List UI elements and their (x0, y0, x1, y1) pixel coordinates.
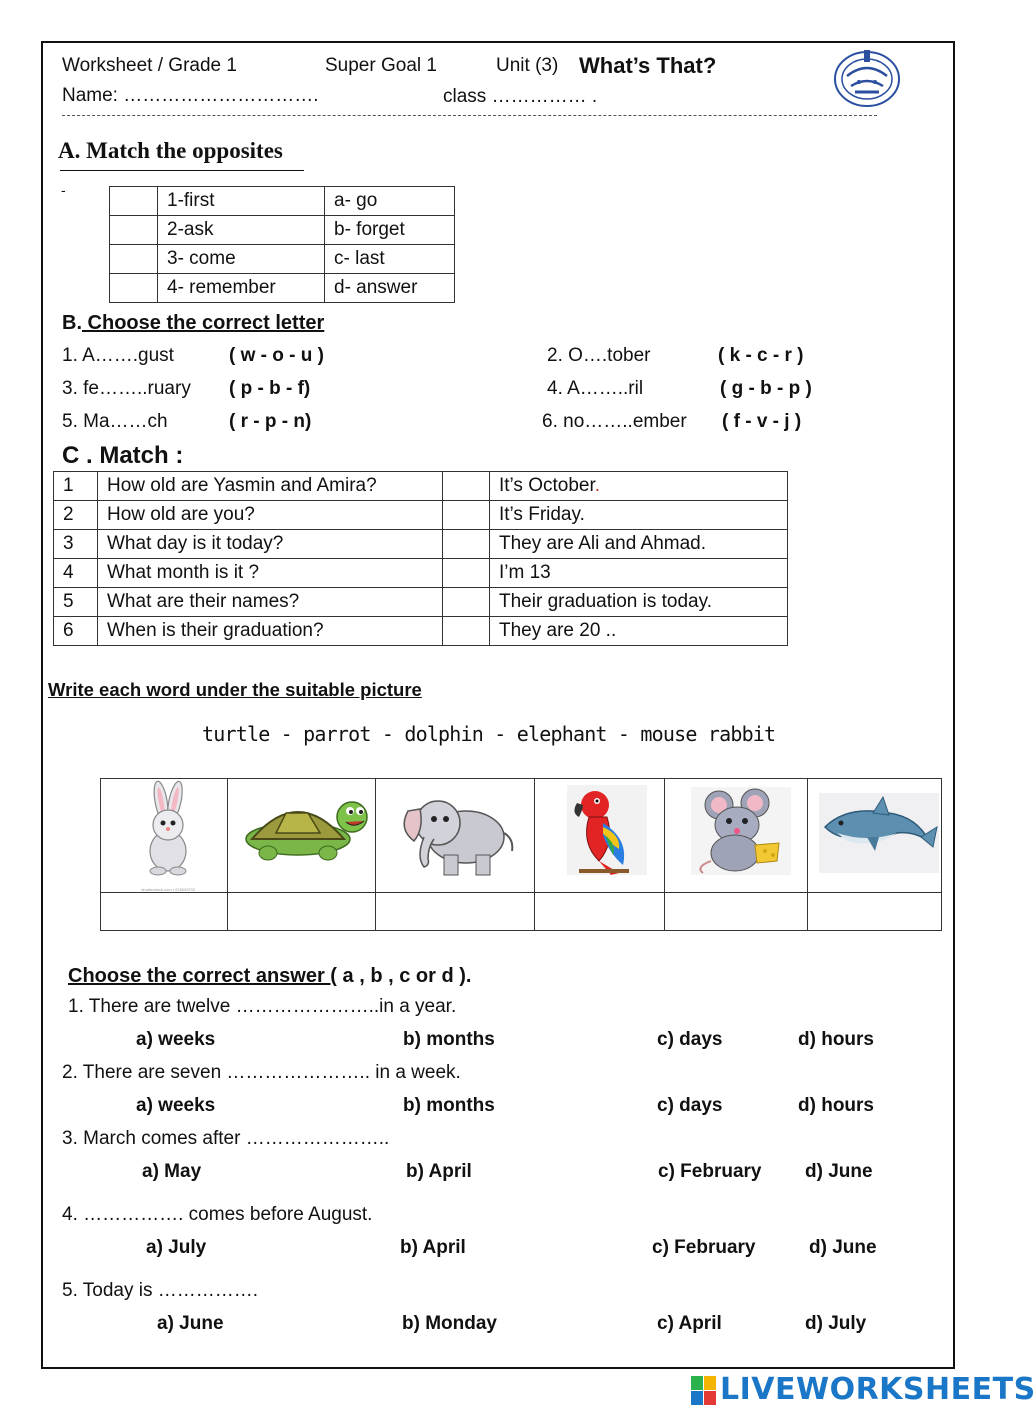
red-period: . (594, 475, 601, 496)
table-row (54, 501, 788, 530)
school-logo-icon (833, 46, 901, 108)
letter-options: ( g - b - p ) (720, 378, 812, 399)
stray-mark: - (61, 182, 66, 198)
section-a-underline (60, 170, 304, 171)
stock-credit: shutterstock.com • 678093792 (141, 887, 196, 892)
letter-question: 5. Ma……ch (62, 411, 168, 432)
answer-cell[interactable] (227, 893, 376, 931)
answer-cell[interactable] (443, 472, 490, 501)
option-b[interactable]: b) months (403, 1095, 495, 1116)
table-row (54, 530, 788, 559)
option-d[interactable]: d) June (809, 1237, 877, 1258)
name-line[interactable]: Name: …………………………. (62, 85, 319, 106)
letter-options: ( w - o - u ) (229, 345, 324, 366)
picture-cell (808, 779, 942, 893)
table-row (110, 187, 455, 216)
section-e-title-underlined: Choose the correct answer ( (68, 965, 337, 987)
answer-cell[interactable] (808, 893, 942, 931)
opposite-left: 1-first (158, 187, 325, 216)
match-question: What day is it today? (98, 530, 443, 559)
answer-cell[interactable] (110, 187, 158, 216)
table-row (54, 588, 788, 617)
option-c[interactable]: c) February (658, 1161, 762, 1182)
option-c[interactable]: c) February (652, 1237, 756, 1258)
question-text: 3. March comes after ………………….. (62, 1128, 390, 1149)
option-a[interactable]: a) May (142, 1161, 202, 1182)
book-title: Super Goal 1 (325, 55, 437, 76)
option-b[interactable]: b) April (406, 1161, 472, 1182)
section-b-prefix: B. (62, 312, 82, 334)
opposite-left: 3- come (158, 245, 325, 274)
table-row (110, 245, 455, 274)
option-d[interactable]: d) June (805, 1161, 873, 1182)
answer-cell[interactable] (665, 893, 808, 931)
section-e-title (68, 965, 471, 988)
answer-cell[interactable] (443, 588, 490, 617)
option-a[interactable]: a) June (157, 1313, 224, 1334)
match-question: How old are you? (98, 501, 443, 530)
letter-question: 4. A……..ril (547, 378, 644, 399)
letter-question: 6. no……..ember (542, 411, 687, 432)
option-a[interactable]: a) July (146, 1237, 207, 1258)
option-d[interactable]: d) July (805, 1313, 867, 1334)
section-b-heading: Choose the correct letter (82, 312, 325, 334)
opposite-left: 2-ask (158, 216, 325, 245)
option-d[interactable]: d) hours (798, 1095, 874, 1116)
match-question: What are their names? (98, 588, 443, 617)
opposite-right: b- forget (325, 216, 455, 245)
header-divider (62, 115, 877, 116)
match-answer: They are 20 .. (490, 617, 788, 646)
answer-cell[interactable] (443, 530, 490, 559)
table-row (54, 617, 788, 646)
letter-options: ( f - v - j ) (722, 411, 802, 432)
answer-cell[interactable] (110, 245, 158, 274)
match-answer: I’m 13 (490, 559, 788, 588)
match-question: What month is it ? (98, 559, 443, 588)
match-question: When is their graduation? (98, 617, 443, 646)
letter-question: 3. fe……..ruary (62, 378, 191, 399)
option-a[interactable]: a) weeks (136, 1029, 216, 1050)
picture-row (101, 779, 942, 893)
match-answer: Their graduation is today. (490, 588, 788, 617)
match-answer (490, 472, 788, 501)
letter-options: ( p - b - f) (229, 378, 311, 399)
match-answer-text: It’s October (499, 475, 595, 496)
option-c[interactable]: c) April (657, 1313, 722, 1334)
row-number: 2 (54, 501, 98, 530)
answer-cell[interactable] (376, 893, 534, 931)
liveworksheets-brand[interactable]: LIVEWORKSHEETS (720, 1372, 1036, 1407)
section-d-title: Write each word under the suitable picture (48, 679, 422, 700)
table-row (110, 216, 455, 245)
dolphin-picture (817, 787, 941, 875)
picture-cell (376, 779, 534, 893)
option-c[interactable]: c) days (657, 1029, 723, 1050)
option-b[interactable]: b) Monday (402, 1313, 497, 1334)
letter-question: 1. A…….gust (62, 345, 174, 366)
answer-cell[interactable] (110, 274, 158, 303)
answer-cell[interactable] (534, 893, 664, 931)
worksheet-grade: Worksheet / Grade 1 (62, 55, 237, 76)
option-b[interactable]: b) April (400, 1237, 466, 1258)
rabbit-picture (128, 779, 208, 879)
liveworksheets-logo-icon (691, 1376, 717, 1406)
picture-cell (665, 779, 808, 893)
answer-cell[interactable] (101, 893, 228, 931)
answer-cell[interactable] (443, 617, 490, 646)
row-number: 5 (54, 588, 98, 617)
turtle-picture (242, 789, 370, 873)
section-e-title-rest: a , b , c or d ). (336, 965, 472, 987)
table-row (54, 559, 788, 588)
parrot-picture (559, 783, 649, 879)
question-text: 1. There are twelve …………………..in a year. (68, 996, 457, 1017)
opposite-right: c- last (325, 245, 455, 274)
question-text: 2. There are seven ………………….. in a week. (62, 1062, 461, 1083)
unit-title: What’s That? (579, 53, 717, 78)
question-text: 5. Today is ……………. (62, 1280, 259, 1301)
section-b-title (62, 312, 324, 335)
class-line[interactable]: class …………… . (443, 86, 598, 107)
table-row (110, 274, 455, 303)
row-number: 6 (54, 617, 98, 646)
answer-cell[interactable] (443, 501, 490, 530)
picture-cell (534, 779, 664, 893)
answer-row (101, 893, 942, 931)
unit-number: Unit (3) (496, 55, 559, 76)
option-a[interactable]: a) weeks (136, 1095, 216, 1116)
picture-cell (101, 779, 228, 893)
opposites-table (109, 186, 455, 303)
option-d[interactable]: d) hours (798, 1029, 874, 1050)
row-number: 3 (54, 530, 98, 559)
row-number: 1 (54, 472, 98, 501)
elephant-picture (394, 781, 524, 881)
answer-cell[interactable] (443, 559, 490, 588)
match-answer: It’s Friday. (490, 501, 788, 530)
picture-cell (227, 779, 376, 893)
match-table (53, 471, 788, 646)
opposite-right: a- go (325, 187, 455, 216)
match-answer: They are Ali and Ahmad. (490, 530, 788, 559)
option-c[interactable]: c) days (657, 1095, 723, 1116)
option-b[interactable]: b) months (403, 1029, 495, 1050)
letter-question: 2. O….tober (547, 345, 651, 366)
row-number: 4 (54, 559, 98, 588)
table-row (54, 472, 788, 501)
opposite-right: d- answer (325, 274, 455, 303)
picture-table (100, 778, 942, 931)
question-text: 4. ……………. comes before August. (62, 1204, 373, 1225)
word-bank: turtle - parrot - dolphin - elephant - mouse rabbit (202, 722, 776, 746)
letter-options: ( r - p - n) (229, 411, 312, 432)
match-question: How old are Yasmin and Amira? (98, 472, 443, 501)
section-a-title: A. Match the opposites (58, 138, 283, 163)
letter-options: ( k - c - r ) (718, 345, 804, 366)
section-c-title: C . Match : (62, 442, 184, 469)
answer-cell[interactable] (110, 216, 158, 245)
opposite-left: 4- remember (158, 274, 325, 303)
mouse-picture (689, 785, 793, 877)
